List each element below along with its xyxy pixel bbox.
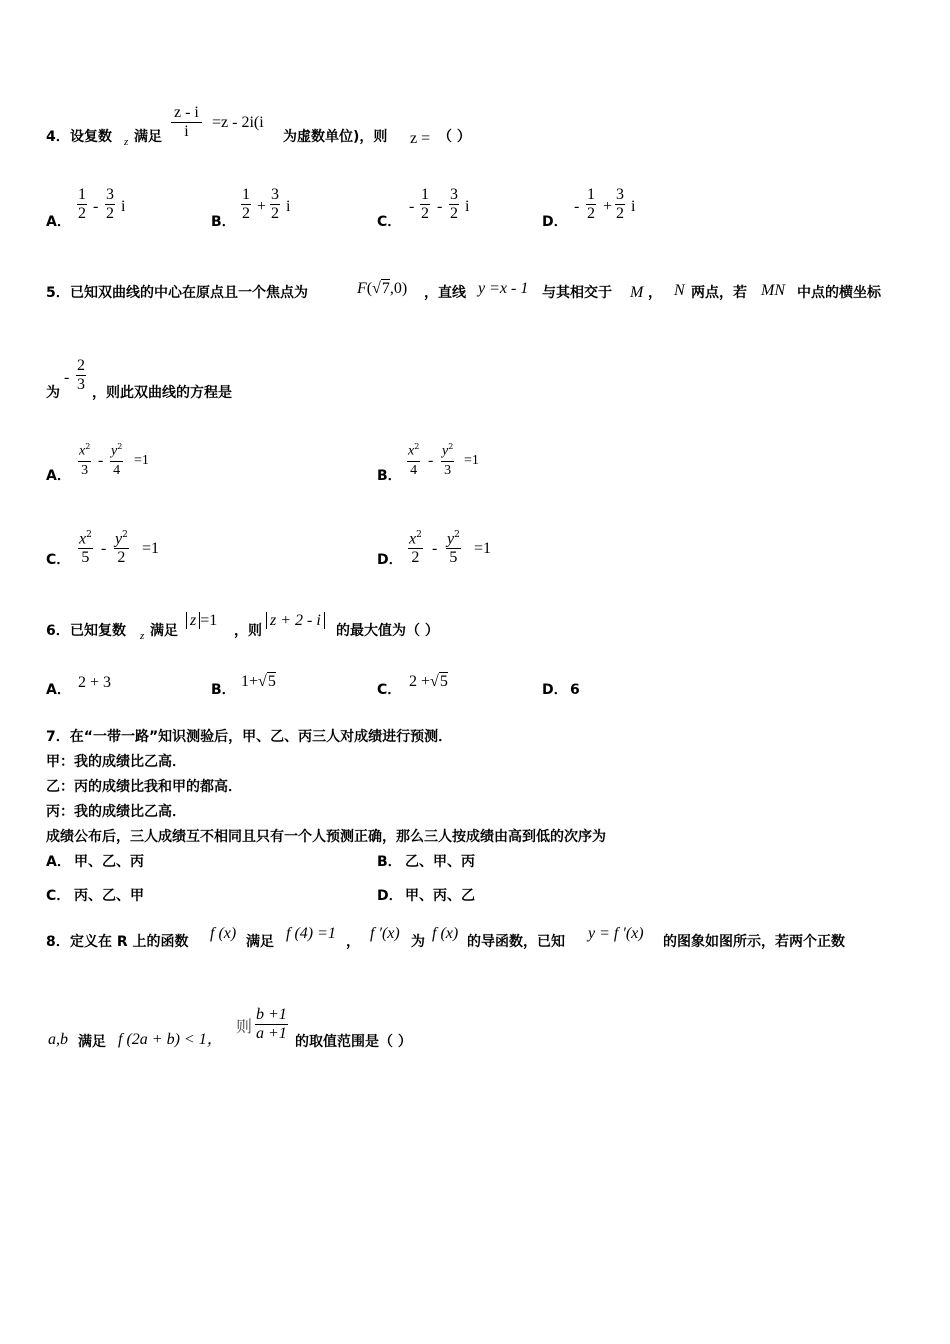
option-label: D． — [377, 552, 403, 568]
q8-fprime: f ′(x) — [370, 925, 400, 942]
fraction: $\frac{1}{2}$ — [78, 186, 86, 222]
option-expr: 2 +√5 — [409, 673, 448, 690]
q8-text-7: 满足 — [78, 1034, 106, 1050]
option-label: C． — [377, 214, 402, 230]
q7-line-5: 成绩公布后，三人成绩互不相同且只有一个人预测正确，那么三人按成绩由高到低的次序为 — [46, 829, 606, 845]
minus-sign: - — [574, 198, 580, 215]
q7-line-3: 乙：丙的成绩比我和甲的都高． — [46, 779, 242, 795]
q5-number: 5． — [46, 285, 70, 301]
q8-f4: f (4) =1 — [286, 925, 336, 942]
sqrt-sign: √ — [372, 280, 381, 297]
q4-var-z: z — [124, 136, 129, 148]
q8-text-2: 满足 — [246, 934, 274, 950]
option-label: A． — [46, 468, 71, 484]
option-label: C． — [46, 888, 71, 904]
imag-unit: i — [286, 198, 291, 215]
q6-text-4: 的最大值为（ ） — [336, 623, 439, 639]
option-label: A． — [46, 854, 71, 870]
fraction: $\frac{1}{2}$ — [242, 186, 250, 222]
fraction: $\frac{3}{2}$ — [271, 186, 279, 222]
option-label: B． — [377, 854, 402, 870]
fraction: $\frac{x^2}{4}$ — [407, 438, 420, 480]
imag-unit: i — [121, 198, 126, 215]
q4-paren: （ ） — [438, 129, 471, 145]
q8-ze: 则 — [236, 1019, 253, 1036]
q6-number: 6． — [46, 623, 70, 639]
q5-focus — [357, 278, 407, 298]
q7-line-4: 丙：我的成绩比乙高． — [46, 804, 186, 820]
minus-sign: - — [98, 452, 104, 469]
option-label: B． — [211, 682, 236, 698]
minus-sign: - — [409, 198, 415, 215]
q4-rhs: =z - 2i(i — [212, 114, 264, 131]
equals: =1 — [142, 540, 160, 557]
q8-fx-2: f (x) — [432, 925, 459, 942]
option-label: D． — [542, 214, 568, 230]
q8-number: 8． — [46, 934, 70, 950]
q8-text-3: ， — [346, 934, 360, 950]
sqrt-radicand: 7 — [381, 280, 390, 297]
option-label: D． — [377, 888, 403, 904]
fraction: $\frac{1}{2}$ — [421, 186, 429, 222]
q6-var-z: z — [140, 630, 145, 642]
focus-open: ( — [366, 280, 373, 297]
fraction: $\frac{3}{2}$ — [106, 186, 114, 222]
option-label: A． — [46, 214, 71, 230]
q5-text-2: ，直线 — [424, 285, 466, 301]
q5-text-4: 两点，若 — [691, 285, 747, 301]
fraction: $\frac{y^2}{5}$ — [446, 526, 461, 567]
q5-neg: - — [64, 369, 70, 386]
option-text: 乙、甲、丙 — [405, 854, 475, 870]
minus-sign: - — [101, 540, 107, 557]
q8-text-8: 的取值范围是（ ） — [295, 1034, 412, 1050]
q8-text-4: 为 — [411, 934, 425, 950]
focus-tail: ,0) — [389, 280, 408, 297]
q4-number: 4． — [46, 129, 70, 145]
option-expr: 2 + 3 — [78, 674, 112, 691]
q5-text-1: 已知双曲线的中心在原点且一个焦点为 — [70, 285, 308, 301]
imag-unit: i — [631, 198, 636, 215]
q8-inequality: f (2a + b) < 1， — [118, 1031, 223, 1048]
option-label: B． — [211, 214, 236, 230]
q8-fx: f (x) — [210, 925, 237, 942]
option-text: 甲、乙、丙 — [74, 854, 144, 870]
minus-sign: - — [432, 540, 438, 557]
q5-text-6: 为 — [46, 385, 60, 401]
q8-ab: a,b — [48, 1031, 68, 1048]
q7-line-1: 7．在“一带一路”知识测验后，甲、乙、丙三人对成绩进行预测． — [46, 729, 453, 745]
q5-comma: ， — [648, 285, 662, 301]
fraction: $\frac{3}{2}$ — [616, 186, 624, 222]
q5-mn: MN — [761, 282, 785, 299]
q6-abs-expr: z + 2 - i — [266, 612, 325, 630]
q5-text-5: 中点的横坐标 — [797, 285, 881, 301]
fraction: $\frac{1}{2}$ — [587, 186, 595, 222]
fraction: $\frac{x^2}{3}$ — [78, 438, 91, 480]
q6-abs-z: z =1 — [186, 612, 217, 630]
minus-sign: - — [428, 452, 434, 469]
option-label: C． — [46, 552, 71, 568]
option-label: C． — [377, 682, 402, 698]
q4-fraction: $\frac{z - i}{i}$ — [171, 104, 202, 141]
fraction: $\frac{x^2}{2}$ — [408, 526, 423, 567]
q6-text-3: ，则 — [234, 623, 262, 639]
q8-text-1: 定义在 R 上的函数 — [70, 934, 189, 950]
q4-answer-z: z = — [410, 130, 431, 147]
option-label: D． — [542, 682, 568, 698]
focus-f: F — [357, 280, 367, 297]
q4-text-2: 满足 — [134, 129, 162, 145]
q5-text-3: 与其相交于 — [542, 285, 612, 301]
option-text: 丙、乙、甲 — [74, 888, 144, 904]
q5-text-7: ，则此双曲线的方程是 — [92, 385, 232, 401]
fraction: $\frac{y^2}{2}$ — [114, 526, 129, 567]
equals: =1 — [464, 453, 479, 468]
q8-fraction: $\frac{b +1}{a +1}$ — [256, 1006, 287, 1042]
operator: + — [257, 198, 267, 215]
q4-text-3: 为虚数单位)，则 — [283, 129, 388, 145]
operator: + — [603, 198, 613, 215]
fraction: $\frac{y^2}{3}$ — [441, 438, 454, 480]
q5-point-n: N — [674, 282, 685, 299]
q5-line-eq: y =x - 1 — [478, 280, 529, 297]
q8-text-5: 的导函数，已知 — [467, 934, 565, 950]
equals: =1 — [474, 540, 492, 557]
equals: =1 — [134, 453, 149, 468]
option-label: B． — [377, 468, 402, 484]
fraction: $\frac{3}{2}$ — [450, 186, 458, 222]
operator: - — [93, 198, 99, 215]
q6-text-1: 已知复数 — [70, 623, 126, 639]
option-expr: 1+√5 — [241, 673, 276, 690]
q8-y-fprime: y = f ′(x) — [588, 925, 644, 942]
fraction: $\frac{y^2}{4}$ — [110, 438, 123, 480]
q5-fraction: $\frac{2}{3}$ — [77, 357, 85, 393]
q4-text-1: 设复数 — [70, 129, 112, 145]
q8-text-6: 的图象如图所示，若两个正数 — [663, 934, 845, 950]
imag-unit: i — [465, 198, 470, 215]
q5-point-m: M — [630, 284, 644, 301]
option-expr: 6 — [570, 682, 580, 698]
q6-text-2: 满足 — [150, 623, 178, 639]
fraction: $\frac{x^2}{5}$ — [78, 526, 93, 567]
operator: - — [437, 198, 443, 215]
option-label: A． — [46, 682, 71, 698]
q7-line-2: 甲：我的成绩比乙高． — [46, 754, 186, 770]
option-text: 甲、丙、乙 — [405, 888, 475, 904]
